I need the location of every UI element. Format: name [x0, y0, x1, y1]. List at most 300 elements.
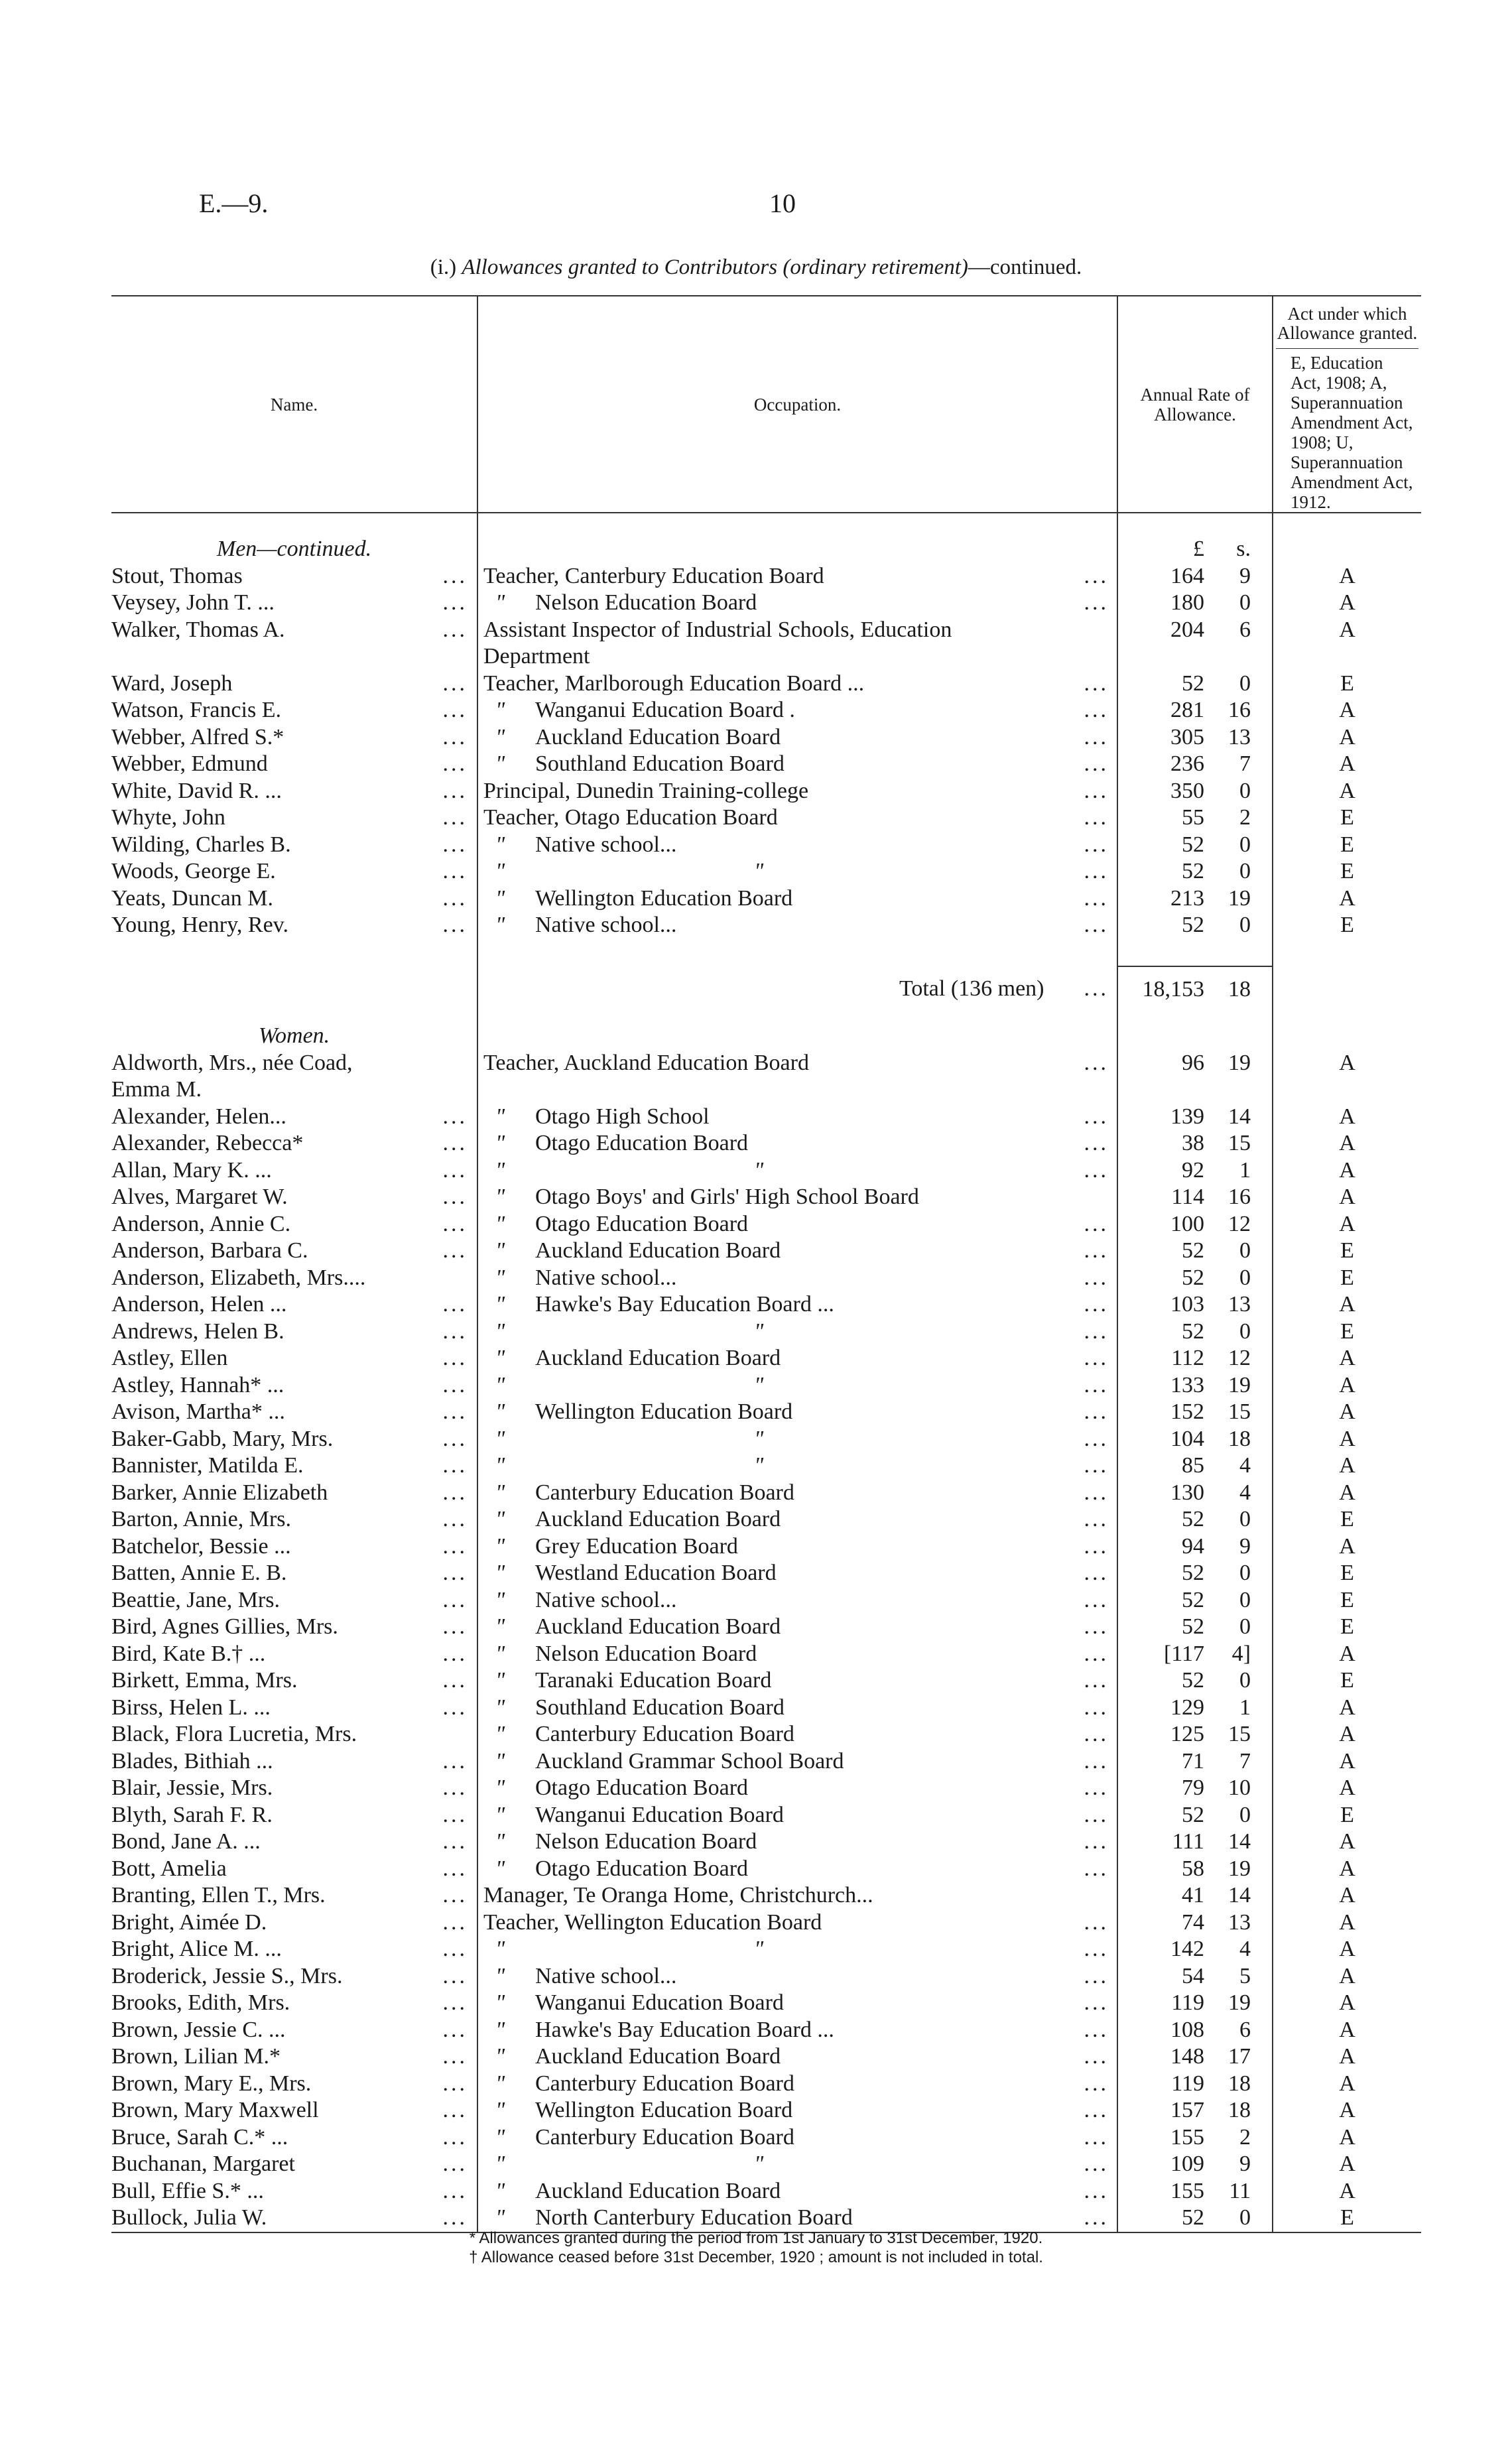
ditto-mark: "	[495, 2071, 505, 2096]
name-cell	[111, 1506, 477, 1533]
leader-dots: ...	[1084, 1238, 1109, 1263]
rate-pounds: 79	[1182, 1775, 1204, 1800]
occupation-text: "	[754, 859, 764, 883]
act-cell: E	[1340, 1561, 1354, 1585]
rate-cell	[1117, 805, 1273, 832]
ditto-mark: "	[495, 1185, 505, 1209]
act-cell: A	[1339, 1157, 1355, 1183]
leader-dots: ...	[1084, 2098, 1109, 2122]
person-name: Alves, Margaret W.	[111, 1185, 288, 1209]
ditto-mark: "	[495, 1937, 505, 1961]
rate-cell	[1117, 2017, 1273, 2044]
name-cell	[111, 1184, 477, 1211]
rate-shillings: 9	[1239, 563, 1251, 588]
rate-pounds: 129	[1170, 1695, 1204, 1720]
table-row	[111, 1587, 1421, 1614]
table-row	[111, 858, 1421, 885]
table-row	[111, 2071, 1421, 2098]
occupation-cell	[477, 1936, 1117, 1963]
name-cell	[111, 1560, 477, 1587]
occupation-text: Teacher, Otago Education Board	[483, 805, 778, 830]
person-name: Batchelor, Bessie ...	[111, 1533, 291, 1559]
table-row	[111, 513, 1421, 563]
occupation-text: Native school...	[535, 1963, 677, 1988]
person-name: Anderson, Annie C.	[111, 1211, 291, 1236]
ditto-mark: "	[495, 1963, 505, 1988]
occupation-text: Manager, Te Oranga Home, Christchurch...	[483, 1883, 873, 1907]
occupation-cell	[477, 1013, 1117, 1050]
occupation-cell	[477, 1695, 1117, 1722]
rate-pounds: 92	[1182, 1157, 1204, 1183]
person-name: Barton, Annie, Mrs.	[111, 1507, 292, 1531]
rate-shillings: 4	[1239, 1480, 1251, 1505]
occupation-cell	[477, 724, 1117, 751]
occupation-text: Department	[483, 644, 590, 669]
ditto-mark: "	[495, 1319, 505, 1344]
table-row	[111, 1452, 1421, 1480]
total-shillings: 18	[1228, 976, 1251, 1001]
table-row	[111, 671, 1421, 698]
leader-dots: ...	[442, 1963, 468, 1988]
name-cell	[111, 1641, 477, 1668]
name-cell	[111, 563, 477, 590]
occupation-text: Auckland Education Board	[535, 1346, 781, 1370]
spacer-cell	[1273, 939, 1421, 966]
name-cell	[111, 2097, 477, 2124]
occupation-cell	[477, 1426, 1117, 1453]
leader-dots: ...	[442, 1453, 468, 1478]
rate-shillings: 0	[1239, 2205, 1251, 2230]
occupation-text: Auckland Education Board	[535, 2044, 781, 2069]
name-cell	[111, 1856, 477, 1883]
rate-cell	[1117, 1291, 1273, 1319]
pounds-unit: £	[1193, 537, 1204, 561]
occupation-text: Taranaki Education Board	[535, 1668, 772, 1693]
rate-cell	[1117, 1721, 1273, 1748]
name-cell	[111, 2151, 477, 2178]
name-cell	[111, 1802, 477, 1829]
document-code: E.—9.	[199, 188, 269, 218]
ditto-mark: "	[495, 1990, 505, 2015]
occupation-cell	[477, 1265, 1117, 1292]
table-row	[111, 2017, 1421, 2044]
rate-shillings: 2	[1239, 805, 1251, 830]
rate-cell	[1117, 1936, 1273, 1963]
footnote-dagger: † Allowance ceased before 31st December, 1920 ; amount is not included in total.	[469, 2248, 1043, 2266]
leader-dots: ...	[1084, 1292, 1109, 1317]
rate-cell	[1117, 724, 1273, 751]
rate-cell	[1117, 1560, 1273, 1587]
occupation-text: Southland Education Board	[535, 751, 785, 776]
occupation-cell	[477, 1399, 1117, 1426]
person-name: Webber, Edmund	[111, 751, 268, 776]
name-cell	[111, 1667, 477, 1695]
rate-cell	[1117, 778, 1273, 805]
rate-cell	[1117, 1882, 1273, 1909]
rate-cell	[1117, 2151, 1273, 2178]
occupation-text: Assistant Inspector of Industrial Schools, Education	[483, 617, 952, 642]
rate-cell	[1117, 1748, 1273, 1775]
person-name: Bannister, Matilda E.	[111, 1453, 304, 1478]
table-row	[111, 1238, 1421, 1265]
occupation-cell	[477, 1184, 1117, 1211]
ditto-mark: "	[495, 1722, 505, 1746]
occupation-text: Otago Boys' and Girls' High School Board	[535, 1185, 919, 1209]
person-name: Bird, Kate B.† ...	[111, 1641, 266, 1666]
table-row	[111, 1748, 1421, 1775]
ditto-mark: "	[495, 1775, 505, 1800]
leader-dots: ...	[442, 2044, 468, 2069]
ditto-mark: "	[495, 590, 505, 615]
rate-shillings: 4	[1239, 1453, 1251, 1478]
occupation-text: Wellington Education Board	[535, 1399, 793, 1424]
rate-shillings: 0	[1239, 1614, 1251, 1639]
occupation-text: Wanganui Education Board .	[535, 698, 795, 722]
rate-cell	[1117, 2097, 1273, 2124]
rate-cell	[1117, 513, 1273, 563]
act-cell: A	[1339, 1641, 1355, 1666]
rate-shillings: 0	[1239, 1319, 1251, 1344]
act-cell: A	[1339, 1346, 1355, 1370]
ditto-mark: "	[495, 1802, 505, 1827]
name-cell	[111, 1775, 477, 1802]
rate-pounds: 55	[1182, 805, 1204, 830]
name-cell	[111, 2178, 477, 2205]
act-column-note: E, Education Act, 1908; A, Superannuation Amendment Act, 1908; U, Superannuation Amendment Act, 1912.	[1291, 353, 1413, 512]
table-row	[111, 2151, 1421, 2178]
rate-cell	[1117, 1211, 1273, 1238]
leader-dots: ...	[1084, 1587, 1109, 1612]
table-row	[111, 617, 1421, 644]
ditto-mark: "	[495, 2205, 505, 2230]
leader-dots: ...	[1084, 698, 1109, 722]
rate-pounds: 100	[1170, 1211, 1204, 1236]
rate-cell	[1117, 2124, 1273, 2152]
act-cell: A	[1339, 698, 1355, 722]
leader-dots: ...	[442, 1131, 468, 1155]
ditto-mark: "	[495, 698, 505, 722]
act-cell: A	[1339, 751, 1355, 776]
occupation-cell	[477, 2178, 1117, 2205]
leader-dots: ...	[1084, 2124, 1109, 2150]
person-name: Baker-Gabb, Mary, Mrs.	[111, 1426, 334, 1451]
act-cell: E	[1340, 859, 1354, 883]
name-cell	[111, 2071, 477, 2098]
ditto-mark: "	[495, 1453, 505, 1478]
leader-dots: ...	[1084, 1104, 1109, 1129]
leader-dots: ...	[1084, 913, 1109, 937]
table-row	[111, 1291, 1421, 1319]
table-row	[111, 805, 1421, 832]
occupation-cell	[477, 1882, 1117, 1909]
name-cell	[111, 1426, 477, 1453]
act-cell: A	[1339, 1829, 1355, 1854]
rate-shillings: 0	[1239, 671, 1251, 696]
rate-cell	[1117, 1426, 1273, 1453]
table-row	[111, 1829, 1421, 1856]
person-name: Barker, Annie Elizabeth	[111, 1480, 328, 1505]
rate-pounds: 96	[1182, 1050, 1204, 1075]
rate-pounds: 71	[1182, 1748, 1204, 1774]
person-name: Stout, Thomas	[111, 563, 243, 588]
name-cell	[111, 617, 477, 644]
leader-dots: ...	[1084, 1937, 1109, 1961]
rate-cell	[1117, 1050, 1273, 1077]
leader-dots: ...	[1084, 778, 1109, 803]
occupation-cell	[477, 1802, 1117, 1829]
leader-dots: ...	[442, 671, 468, 696]
act-cell: E	[1340, 1238, 1354, 1263]
occupation-text: Canterbury Education Board	[535, 2124, 794, 2150]
leader-dots: ...	[442, 1614, 468, 1639]
occupation-text: Native school...	[535, 832, 677, 857]
rate-shillings: 0	[1239, 859, 1251, 883]
person-name: Walker, Thomas A.	[111, 617, 285, 642]
table-row	[111, 1345, 1421, 1372]
occupation-cell	[477, 1721, 1117, 1748]
name-cell	[111, 778, 477, 805]
rate-pounds: 109	[1170, 2152, 1204, 2176]
occupation-cell	[477, 2151, 1117, 2178]
table-row	[111, 1130, 1421, 1157]
ditto-mark: "	[495, 1399, 505, 1424]
allowances-table	[111, 295, 1421, 2233]
act-cell: A	[1339, 1748, 1355, 1774]
rate-pounds: 180	[1170, 590, 1204, 615]
ditto-mark: "	[495, 1695, 505, 1720]
rate-cell	[1117, 858, 1273, 885]
person-name: Andrews, Helen B.	[111, 1319, 284, 1344]
table-row	[111, 1721, 1421, 1748]
leader-dots: ...	[442, 1829, 468, 1854]
footnotes	[0, 2228, 1512, 2267]
act-cell: E	[1340, 805, 1354, 830]
rate-pounds: 148	[1170, 2044, 1204, 2069]
name-cell	[111, 1695, 477, 1722]
table-row	[111, 1506, 1421, 1533]
rate-shillings: 0	[1239, 832, 1251, 857]
name-cell	[111, 1372, 477, 1399]
rate-shillings: 0	[1239, 1587, 1251, 1612]
leader-dots: ...	[1084, 1319, 1109, 1344]
act-cell: A	[1339, 1399, 1355, 1424]
rate-shillings: 4]	[1231, 1641, 1251, 1666]
act-cell: A	[1339, 1937, 1355, 1961]
act-cell: A	[1339, 1883, 1355, 1907]
leader-dots: ...	[442, 724, 468, 749]
name-cell	[111, 805, 477, 832]
occupation-cell	[477, 1452, 1117, 1480]
rate-cell	[1117, 1963, 1273, 1990]
total-rate-cell	[1117, 966, 1273, 1014]
rate-shillings: 19	[1228, 1990, 1251, 2015]
occupation-cell	[477, 590, 1117, 617]
table-row	[111, 1372, 1421, 1399]
caption-title: Allowances granted to Contributors (ordinary retirement)	[462, 255, 968, 279]
rate-shillings: 0	[1239, 1668, 1251, 1693]
occupation-cell	[477, 671, 1117, 698]
leader-dots: ...	[1084, 1453, 1109, 1478]
occupation-cell	[477, 805, 1117, 832]
person-name: Webber, Alfred S.*	[111, 724, 284, 749]
leader-dots: ...	[442, 1695, 468, 1720]
table-row	[111, 1076, 1421, 1104]
section-heading-text: Men—continued.	[216, 537, 372, 561]
occupation-cell	[477, 1748, 1117, 1775]
leader-dots: ...	[442, 1748, 468, 1774]
person-name: Allan, Mary K. ...	[111, 1157, 272, 1183]
act-cell: E	[1340, 671, 1354, 696]
rate-cell	[1117, 563, 1273, 590]
person-name: Woods, George E.	[111, 859, 276, 883]
person-name: Birkett, Emma, Mrs.	[111, 1668, 298, 1693]
total-pounds: 18,153	[1142, 976, 1204, 1001]
rate-pounds: 52	[1182, 1238, 1204, 1263]
leader-dots: ...	[442, 778, 468, 803]
rate-cell	[1117, 1829, 1273, 1856]
rate-shillings: 0	[1239, 1561, 1251, 1585]
name-cell	[111, 1157, 477, 1185]
leader-dots: ...	[442, 617, 468, 642]
leader-dots: ...	[1084, 1265, 1109, 1290]
rate-shillings: 14	[1228, 1883, 1251, 1907]
person-name: Brooks, Edith, Mrs.	[111, 1990, 290, 2015]
rate-shillings: 17	[1228, 2044, 1251, 2069]
section-heading-text: Women.	[258, 1023, 330, 1048]
occupation-text: North Canterbury Education Board	[535, 2205, 853, 2230]
occupation-cell	[477, 1533, 1117, 1561]
rate-cell	[1117, 912, 1273, 939]
act-cell: A	[1339, 1480, 1355, 1505]
rate-pounds: 52	[1182, 1802, 1204, 1827]
occupation-text: Teacher, Auckland Education Board	[483, 1050, 809, 1075]
leader-dots: ...	[442, 1157, 468, 1183]
rate-shillings: 15	[1228, 1722, 1251, 1746]
leader-dots: ...	[442, 1641, 468, 1666]
table-row	[111, 697, 1421, 724]
occupation-cell	[477, 1667, 1117, 1695]
act-cell: A	[1339, 563, 1355, 588]
occupation-text: Nelson Education Board	[535, 1641, 757, 1666]
table-row	[111, 939, 1421, 966]
person-name: Bull, Effie S.* ...	[111, 2178, 264, 2203]
rate-cell	[1117, 1667, 1273, 1695]
occupation-cell	[477, 1372, 1117, 1399]
rate-pounds: 204	[1170, 617, 1204, 642]
name-cell	[111, 643, 477, 671]
name-cell	[111, 724, 477, 751]
act-cell: E	[1340, 1614, 1354, 1639]
act-cell: E	[1340, 913, 1354, 937]
rate-shillings: 13	[1228, 1292, 1251, 1317]
total-label: Total (136 men)	[899, 976, 1044, 1001]
rate-pounds: 52	[1182, 1507, 1204, 1531]
name-cell	[111, 1238, 477, 1265]
rate-pounds: 139	[1170, 1104, 1204, 1129]
rate-pounds: 52	[1182, 671, 1204, 696]
leader-dots: ...	[1084, 1641, 1109, 1666]
person-name: Brown, Lilian M.*	[111, 2044, 281, 2069]
rate-pounds: 52	[1182, 832, 1204, 857]
rate-cell	[1117, 617, 1273, 644]
leader-dots: ...	[442, 2205, 468, 2230]
occupation-cell	[477, 2124, 1117, 2152]
leader-dots: ...	[1084, 1050, 1109, 1075]
leader-dots: ...	[1084, 563, 1109, 588]
occupation-text: Canterbury Education Board	[535, 1480, 794, 1505]
ditto-mark: "	[495, 2124, 505, 2150]
rate-cell	[1117, 885, 1273, 913]
person-name: Yeats, Duncan M.	[111, 885, 273, 911]
table-row	[111, 1050, 1421, 1077]
table-caption	[0, 255, 1512, 280]
table-row	[111, 912, 1421, 939]
act-cell: E	[1340, 1668, 1354, 1693]
rate-pounds: 52	[1182, 1319, 1204, 1344]
person-name: Emma M.	[111, 1077, 202, 1102]
table-row	[111, 643, 1421, 671]
leader-dots: ...	[1084, 859, 1109, 883]
rate-cell	[1117, 1775, 1273, 1802]
leader-dots: ...	[442, 2178, 468, 2203]
rate-pounds: 52	[1182, 1265, 1204, 1290]
leader-dots: ...	[442, 1399, 468, 1424]
act-cell	[1273, 513, 1421, 563]
leader-dots: ...	[1084, 2071, 1109, 2096]
rate-shillings: 1	[1239, 1695, 1251, 1720]
table-row	[111, 1560, 1421, 1587]
leader-dots: ...	[1084, 1399, 1109, 1424]
occupation-text: Hawke's Bay Education Board ...	[535, 2017, 834, 2042]
rate-shillings: 19	[1228, 1050, 1251, 1075]
rate-shillings: 19	[1228, 1856, 1251, 1881]
rate-pounds: 155	[1170, 2178, 1204, 2203]
leader-dots: ...	[442, 2098, 468, 2122]
occupation-cell	[477, 1157, 1117, 1185]
occupation-text: Auckland Education Board	[535, 1238, 781, 1263]
occupation-cell	[477, 2071, 1117, 2098]
name-cell	[111, 1291, 477, 1319]
rate-shillings: 6	[1239, 617, 1251, 642]
act-cell	[1273, 1013, 1421, 1050]
act-cell: A	[1339, 2071, 1355, 2096]
leader-dots: ...	[442, 2124, 468, 2150]
name-cell	[111, 751, 477, 778]
table-row	[111, 1426, 1421, 1453]
act-cell: A	[1339, 724, 1355, 749]
leader-dots: ...	[1084, 1561, 1109, 1585]
rate-pounds: 52	[1182, 859, 1204, 883]
rate-shillings: 10	[1228, 1775, 1251, 1800]
rate-cell	[1117, 1319, 1273, 1346]
occupation-cell	[477, 1963, 1117, 1990]
occupation-text: "	[754, 1372, 764, 1397]
rate-shillings: 0	[1239, 590, 1251, 615]
ditto-mark: "	[495, 2098, 505, 2122]
ditto-mark: "	[495, 1372, 505, 1397]
table-row	[111, 2097, 1421, 2124]
rate-shillings: 9	[1239, 1533, 1251, 1559]
name-cell	[111, 1452, 477, 1480]
occupation-text: Auckland Education Board	[535, 2178, 781, 2203]
person-name: Young, Henry, Rev.	[111, 913, 288, 937]
act-cell: E	[1340, 1265, 1354, 1290]
act-cell: A	[1339, 1909, 1355, 1935]
leader-dots: ...	[442, 1561, 468, 1585]
leader-dots: ...	[442, 1937, 468, 1961]
rate-cell	[1117, 1506, 1273, 1533]
total-label-cell	[477, 966, 1117, 1014]
